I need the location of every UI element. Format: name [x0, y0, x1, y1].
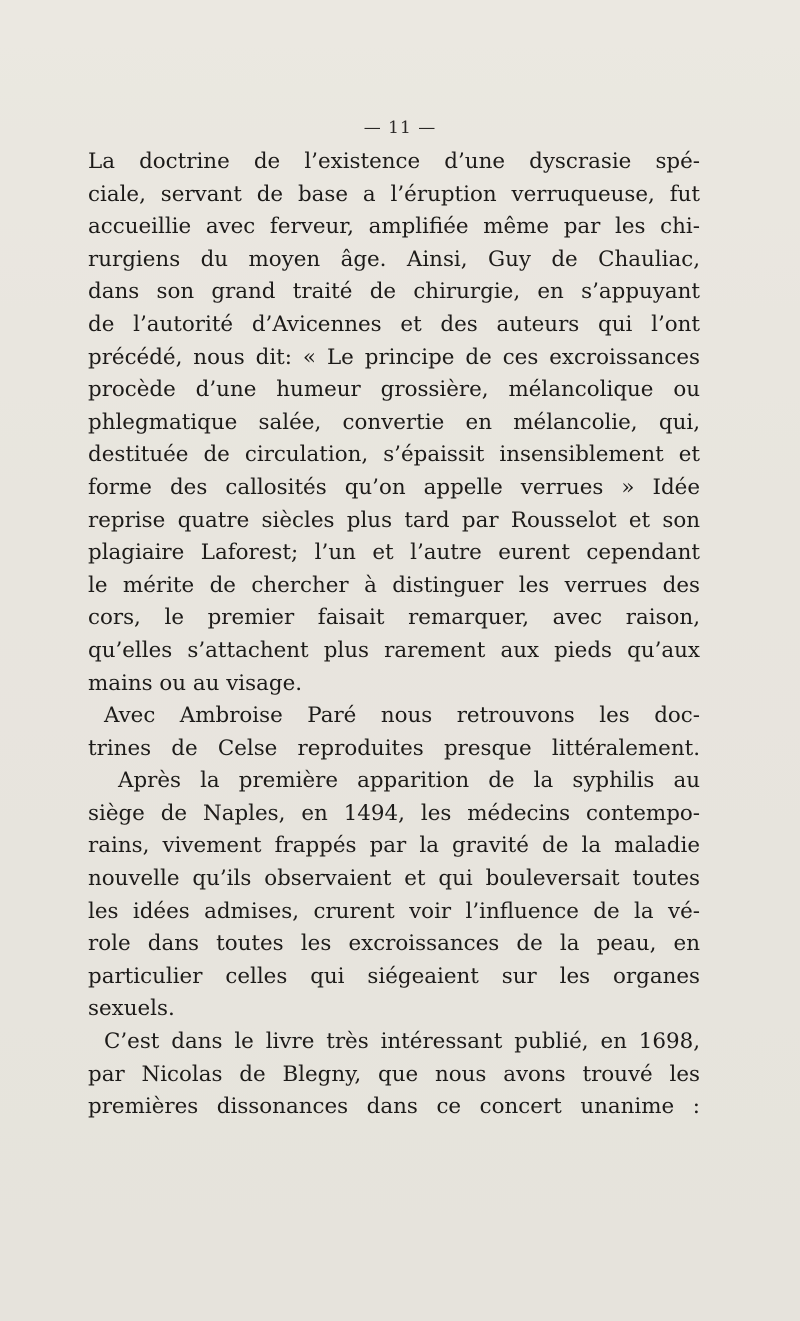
text-line: les idées admises, crurent voir l’influence de la vé- — [88, 898, 700, 924]
text-line: premières dissonances dans ce concert unanime : — [88, 1094, 700, 1120]
text-line: destituée de circulation, s’épaissit insensiblement et — [88, 442, 700, 468]
text-line: forme des callosités qu’on appelle verrues » Idée — [88, 474, 700, 500]
body-text — [88, 146, 700, 1124]
text-line: Après la première apparition de la syphilis au — [118, 768, 700, 794]
text-line: rains, vivement frappés par la gravité de la maladie — [88, 833, 700, 859]
text-line: dans son grand traité de chirurgie, en s’appuyant — [88, 279, 700, 305]
text-line: précédé, nous dit: « Le principe de ces excroissances — [88, 344, 700, 370]
text-line: siège de Naples, en 1494, les médecins contempo- — [88, 800, 700, 826]
text-line: La doctrine de l’existence d’une dyscrasie spé- — [88, 149, 700, 174]
text-line: rurgiens du moyen âge. Ainsi, Guy de Chauliac, — [88, 246, 700, 272]
text-line: procède d’une humeur grossière, mélancolique ou — [88, 377, 700, 403]
text-line: qu’elles s’attachent plus rarement aux pieds qu’aux — [88, 637, 700, 663]
text-line: nouvelle qu’ils observaient et qui bouleversait toutes — [88, 866, 700, 892]
text-line: accueillie avec ferveur, amplifiée même par les chi- — [88, 214, 700, 240]
text-line: par Nicolas de Blegny, que nous avons trouvé les — [88, 1061, 700, 1087]
page-number: — 11 — — [363, 118, 437, 138]
text-line: Avec Ambroise Paré nous retrouvons les doc- — [104, 703, 700, 729]
text-line: le mérite de chercher à distinguer les verrues des — [88, 572, 700, 598]
text-line: role dans toutes les excroissances de la peau, en — [88, 931, 700, 957]
text-line: cors, le premier faisait remarquer, avec raison, — [88, 605, 700, 631]
text-line: ciale, servant de base a l’éruption verruqueuse, fut — [88, 181, 700, 207]
text-line: sexuels. — [88, 996, 175, 1022]
text-line: reprise quatre siècles plus tard par Rousselot et son — [88, 507, 700, 533]
text-line: plagiaire Laforest; l’un et l’autre eurent cependant — [88, 540, 700, 566]
text-line: particulier celles qui siégeaient sur les organes — [88, 963, 700, 989]
text-line: trines de Celse reproduites presque littéralement. — [88, 735, 700, 761]
text-line: de l’autorité d’Avicennes et des auteurs qui l’ont — [88, 311, 700, 337]
text-line: C’est dans le livre très intéressant publié, en 1698, — [104, 1029, 700, 1055]
text-line: mains ou au visage. — [88, 670, 303, 696]
text-line: phlegmatique salée, convertie en mélancolie, qui, — [88, 409, 700, 435]
